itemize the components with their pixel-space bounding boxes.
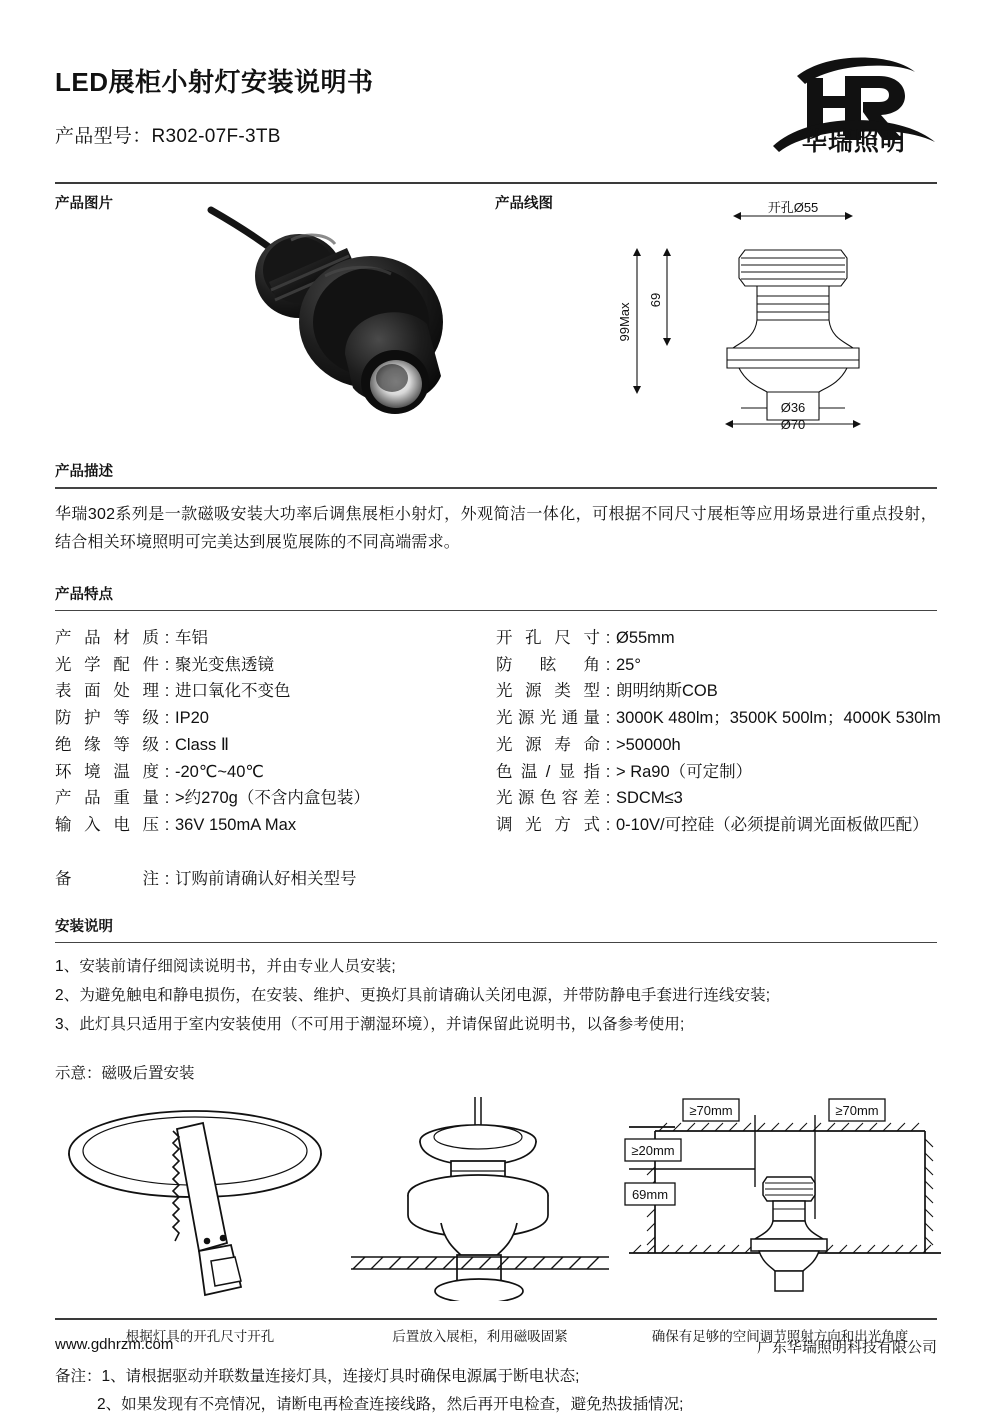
spec-colon: : bbox=[605, 789, 611, 808]
spec-colon: : bbox=[164, 735, 170, 754]
spec-row bbox=[55, 732, 488, 759]
remark-row bbox=[55, 865, 937, 889]
spec-value: 0-10V/可控硅（必须提前调光面板做匹配） bbox=[616, 816, 929, 835]
schematic-panel-clearance bbox=[615, 1091, 945, 1306]
page-title: LED展柜小射灯安装说明书 bbox=[55, 67, 374, 97]
features-heading: 产品特点 bbox=[55, 586, 113, 603]
spec-row bbox=[55, 759, 488, 786]
features-section bbox=[55, 583, 941, 889]
spec-label: 色温/显指 bbox=[496, 762, 600, 781]
footer-note-line bbox=[55, 1363, 937, 1391]
spec-table bbox=[55, 625, 941, 839]
spec-colon: : bbox=[164, 869, 170, 888]
spec-value: 3000K 480lm；3500K 500lm；4000K 530lm bbox=[616, 709, 941, 728]
spec-colon: : bbox=[164, 816, 170, 835]
list-item: 3、此灯具只适用于室内安装使用（不可用于潮湿环境），并请保留此说明书，以备参考使用; bbox=[55, 1015, 685, 1033]
list-item: 1、安装前请仔细阅读说明书，并由专业人员安装; bbox=[55, 958, 396, 976]
footer-notes bbox=[55, 1363, 937, 1419]
spec-colon: : bbox=[164, 709, 170, 728]
spec-row bbox=[55, 652, 488, 679]
spec-label: 光源寿命 bbox=[496, 735, 600, 754]
product-drawing-heading: 产品线图 bbox=[495, 196, 553, 212]
spec-value: >约270g（不含内盒包装） bbox=[175, 789, 370, 808]
schematic-panels bbox=[55, 1091, 937, 1323]
spec-row bbox=[496, 625, 937, 652]
footer-note-line: 2、如果发现有不亮情况，请断电再检查连接线路，然后再开电检查，避免热拔插情况; bbox=[97, 1396, 684, 1414]
list-item: 2、为避免触电和静电损伤，在安装、维护、更换灯具前请确认关闭电源，并带防静电手套进行连线安装; bbox=[55, 986, 771, 1004]
dia-large-label: Ø70 bbox=[780, 417, 806, 432]
spec-label: 防护等级 bbox=[55, 709, 159, 728]
footer-note-prefix: 备注： bbox=[55, 1368, 102, 1386]
spec-colon: : bbox=[605, 735, 611, 754]
spec-colon: : bbox=[605, 682, 611, 701]
spec-colon: : bbox=[605, 816, 611, 835]
spec-row bbox=[496, 732, 937, 759]
spec-label: 产品材质 bbox=[55, 629, 159, 647]
installation-section bbox=[55, 915, 937, 1040]
spec-value: 36V 150mA Max bbox=[175, 816, 297, 835]
spec-row bbox=[496, 652, 937, 679]
spec-row bbox=[55, 812, 488, 839]
spec-value: SDCM≤3 bbox=[616, 789, 683, 808]
spec-colon: : bbox=[605, 629, 611, 647]
spec-row bbox=[55, 625, 488, 652]
spec-row bbox=[496, 678, 937, 705]
height-body-label: 69 bbox=[648, 292, 663, 308]
dia-small-label: Ø36 bbox=[780, 400, 806, 415]
spec-colon: : bbox=[164, 655, 170, 674]
caption: 确保有足够的空间调节照射方向和出光角度 bbox=[651, 1329, 909, 1345]
spec-value: 进口氧化不变色 bbox=[175, 682, 291, 701]
spec-value: Ø55mm bbox=[616, 629, 675, 647]
spec-colon: : bbox=[605, 709, 611, 728]
spec-label: 光学配件 bbox=[55, 655, 159, 674]
schematic-label: 示意：磁吸后置安装 bbox=[55, 1065, 195, 1083]
description-text: 华瑞302系列是一款磁吸安装大功率后调焦展柜小射灯，外观简洁一体化，可根据不同尺寸展柜等应用场景进行重点投射，结合相关环境照明可完美达到展览展陈的不同高端需求。 bbox=[55, 505, 937, 551]
spec-label: 开孔尺寸 bbox=[496, 629, 600, 647]
spec-label: 表面处理 bbox=[55, 682, 159, 701]
caption: 后置放入展柜，利用磁吸固紧 bbox=[392, 1329, 568, 1345]
remark-value: 订购前请确认好相关型号 bbox=[175, 869, 357, 888]
spec-row bbox=[496, 812, 937, 839]
product-row bbox=[55, 184, 937, 434]
spec-row bbox=[496, 705, 941, 732]
spec-value: 25° bbox=[616, 655, 641, 674]
spec-row bbox=[55, 785, 488, 812]
spec-label: 绝缘等级 bbox=[55, 735, 159, 754]
description-section bbox=[55, 460, 937, 557]
spec-value: 朗明纳斯COB bbox=[616, 682, 718, 701]
clearance-top-right-label: ≥70mm bbox=[835, 1103, 879, 1119]
schematic-panel-cut bbox=[55, 1091, 345, 1306]
page-footer bbox=[55, 1318, 937, 1357]
model-value: R302-07F-3TB bbox=[151, 126, 281, 147]
spec-label: 产品重量 bbox=[55, 789, 159, 808]
footer-company: 广东华瑞照明科技有限公司 bbox=[756, 1339, 937, 1356]
installation-list bbox=[55, 953, 937, 1039]
product-photo bbox=[195, 204, 495, 429]
spec-value: IP20 bbox=[175, 709, 209, 728]
remark-label: 备注 bbox=[55, 869, 159, 888]
product-photo-heading: 产品图片 bbox=[55, 196, 113, 212]
height-max-label: 99Max bbox=[617, 302, 632, 342]
spec-value: Class Ⅱ bbox=[175, 735, 229, 754]
caption: 根据灯具的开孔尺寸开孔 bbox=[125, 1329, 275, 1345]
spec-row bbox=[55, 705, 488, 732]
document-header bbox=[55, 0, 937, 156]
clearance-diagram-icon bbox=[615, 1091, 945, 1301]
spec-value: 聚光变焦透镜 bbox=[175, 655, 274, 674]
model-label: 产品型号： bbox=[55, 126, 152, 147]
spec-colon: : bbox=[164, 762, 170, 781]
brand-logo bbox=[769, 50, 939, 160]
spec-column-right bbox=[488, 625, 941, 839]
spec-label: 环境温度 bbox=[55, 762, 159, 781]
spec-label: 输入电压 bbox=[55, 816, 159, 835]
product-line-drawing bbox=[615, 192, 945, 432]
clearance-lower-left-label: 69mm bbox=[631, 1187, 669, 1203]
hole-cutting-icon bbox=[55, 1091, 345, 1301]
dimension-drawing-icon bbox=[615, 192, 945, 432]
spec-value: 车铝 bbox=[175, 629, 208, 647]
magnet-mount-icon bbox=[345, 1091, 615, 1301]
spec-value: -20℃~40℃ bbox=[175, 762, 264, 781]
cutout-dim-label: 开孔Ø55 bbox=[767, 200, 819, 215]
installation-heading: 安装说明 bbox=[55, 918, 113, 935]
description-heading: 产品描述 bbox=[55, 464, 113, 480]
logo-brand-text: 华瑞照明 bbox=[801, 128, 906, 156]
spec-label: 光源色容差 bbox=[496, 789, 600, 808]
spec-value: > Ra90（可定制） bbox=[616, 762, 753, 781]
spec-colon: : bbox=[164, 789, 170, 808]
spec-row bbox=[55, 678, 488, 705]
footer-website[interactable]: www.gdhrzm.com bbox=[55, 1336, 174, 1353]
spec-colon: : bbox=[605, 762, 611, 781]
spec-column-left bbox=[55, 625, 488, 839]
spec-colon: : bbox=[164, 629, 170, 647]
spec-colon: : bbox=[164, 682, 170, 701]
spec-colon: : bbox=[605, 655, 611, 674]
footer-note-text: 1、请根据驱动并联数量连接灯具，连接灯具时确保电源属于断电状态; bbox=[101, 1368, 580, 1386]
clearance-mid-left-label: ≥20mm bbox=[631, 1143, 675, 1159]
schematic-panel-magnet bbox=[345, 1091, 615, 1306]
clearance-top-left-label: ≥70mm bbox=[689, 1103, 733, 1119]
spec-row bbox=[496, 785, 937, 812]
spec-row bbox=[496, 759, 937, 786]
spec-label: 光源类型 bbox=[496, 682, 600, 701]
spec-label: 调光方式 bbox=[496, 816, 600, 835]
spec-label: 光源光通量 bbox=[496, 709, 600, 728]
spec-value: >50000h bbox=[616, 735, 681, 754]
spotlight-photo-icon bbox=[195, 204, 495, 429]
spec-label: 防眩角 bbox=[496, 655, 600, 674]
